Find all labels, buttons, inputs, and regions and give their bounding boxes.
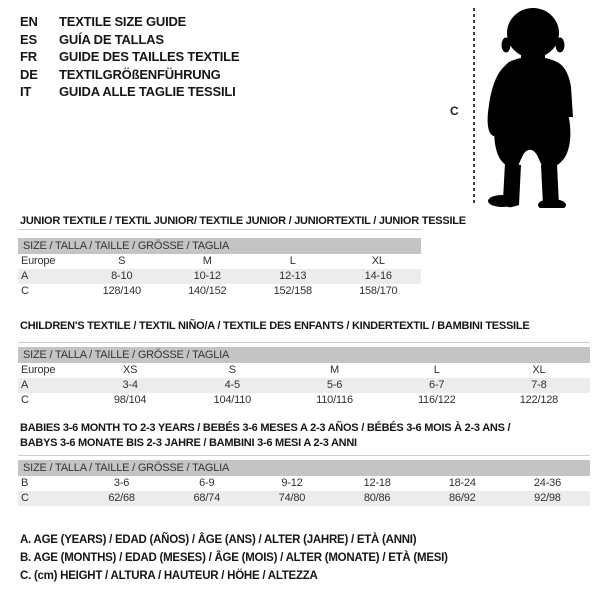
language-code: IT <box>20 84 32 99</box>
table-row-months <box>18 476 590 491</box>
size-cell: XL <box>371 255 385 267</box>
row-label: A <box>21 379 29 391</box>
size-cell: XS <box>122 364 138 376</box>
language-row-es <box>20 31 239 49</box>
size-cell: M <box>330 364 339 376</box>
table-row-europe <box>18 363 590 378</box>
language-code: DE <box>20 66 38 82</box>
baby-silhouette-icon <box>483 5 583 208</box>
section-title-junior: JUNIOR TEXTILE / TEXTIL JUNIOR/ TEXTILE JUNIOR / JUNIORTEXTIL / JUNIOR TESSILE <box>20 215 466 227</box>
height-cell: 80/86 <box>363 492 391 504</box>
size-header-bar: SIZE / TALLA / TAILLE / GRÖSSE / TAGLIA <box>18 238 421 254</box>
language-code: EN <box>20 14 38 29</box>
language-label: GUIDA ALLE TAGLIE TESSILI <box>59 84 236 99</box>
row-label: C <box>21 285 29 297</box>
size-cell: S <box>118 255 126 267</box>
height-cell: 122/128 <box>519 394 559 406</box>
months-cell: 6-9 <box>199 477 215 489</box>
row-label: B <box>21 477 29 489</box>
section-title-children: CHILDREN'S TEXTILE / TEXTIL NIÑO/A / TEXTILE DES ENFANTS / KINDERTEXTIL / BAMBINI TESSILE <box>20 320 530 332</box>
height-cell: 128/140 <box>102 285 141 297</box>
months-cell: 9-12 <box>281 477 303 489</box>
legend-age-years: A. AGE (YEARS) / EDAD (AÑOS) / ÂGE (ANS) / ALTER (JAHRE) / ETÀ (ANNI) <box>20 534 417 546</box>
section-title-babies <box>20 421 510 451</box>
size-header-bar: SIZE / TALLA / TAILLE / GRÖSSE / TAGLIA <box>18 460 590 476</box>
language-label: GUÍA DE TALLAS <box>59 31 164 47</box>
height-cell: 86/92 <box>449 492 476 504</box>
age-cell: 8-10 <box>111 270 133 282</box>
height-cell: 92/98 <box>534 492 561 504</box>
age-cell: 10-12 <box>193 270 221 282</box>
age-cell: 5-6 <box>326 379 343 391</box>
language-title-list <box>20 13 239 101</box>
legend-height-cm: C. (cm) HEIGHT / ALTURA / HAUTEUR / HÖHE / ALTEZZA <box>20 570 318 582</box>
language-label: TEXTILGRÖßENFÜHRUNG <box>59 66 221 82</box>
children-size-table <box>18 342 590 408</box>
language-row-en <box>20 13 239 31</box>
age-cell: 6-7 <box>429 379 445 391</box>
row-label: Europe <box>21 255 56 267</box>
table-row-age <box>18 269 421 284</box>
size-header-bar: SIZE / TALLA / TAILLE / GRÖSSE / TAGLIA <box>18 347 590 363</box>
row-label: C <box>21 492 29 504</box>
row-label: A <box>21 270 29 282</box>
language-row-de <box>20 66 239 84</box>
height-cell: 152/158 <box>273 285 312 297</box>
row-label: C <box>21 394 29 406</box>
table-row-height <box>18 284 421 299</box>
height-cell: 158/170 <box>359 285 398 297</box>
size-cell: M <box>202 255 212 267</box>
height-cell: 140/152 <box>188 285 227 297</box>
table-row-height <box>18 393 590 408</box>
height-cell: 62/68 <box>108 492 135 504</box>
age-cell: 3-4 <box>122 379 138 391</box>
months-cell: 18-24 <box>448 477 476 489</box>
size-cell: S <box>228 364 236 376</box>
size-cell: L <box>289 255 296 267</box>
table-row-height <box>18 491 590 506</box>
junior-size-table <box>18 229 421 299</box>
height-cell: 104/110 <box>213 394 252 406</box>
height-cell: 116/122 <box>417 394 456 406</box>
months-cell: 3-6 <box>113 477 130 489</box>
measure-legend <box>20 531 448 585</box>
height-cell: 98/104 <box>113 394 147 406</box>
height-cell: 68/74 <box>193 492 221 504</box>
language-label: GUIDE DES TAILLES TEXTILE <box>59 49 240 64</box>
babies-size-table <box>18 455 590 506</box>
age-cell: 4-5 <box>224 379 240 391</box>
months-cell: 24-36 <box>533 477 562 489</box>
language-code: ES <box>20 31 37 47</box>
table-row-europe <box>18 254 421 269</box>
age-cell: 14-16 <box>364 270 392 282</box>
age-cell: 12-13 <box>279 270 307 282</box>
language-label: TEXTILE SIZE GUIDE <box>59 14 187 29</box>
language-code: FR <box>20 49 37 64</box>
language-row-it <box>20 83 239 101</box>
height-cell: 110/116 <box>316 394 353 406</box>
height-cell: 74/80 <box>278 492 306 504</box>
size-cell: L <box>433 364 440 376</box>
height-dotted-line <box>473 8 475 206</box>
age-cell: 7-8 <box>531 379 547 391</box>
section-title-line1: BABIES 3-6 MONTH TO 2-3 YEARS / BEBÉS 3-6 MESES A 2-3 AÑOS / BÉBÉS 3-6 MOIS À 2-3 ANS / <box>20 422 511 434</box>
section-title-line2: BABYS 3-6 MONATE BIS 2-3 JAHRE / BAMBINI 3-6 MESI A 2-3 ANNI <box>20 437 357 449</box>
table-row-age <box>18 378 590 393</box>
months-cell: 12-18 <box>363 477 391 489</box>
language-row-fr <box>20 48 239 66</box>
legend-age-months: B. AGE (MONTHS) / EDAD (MESES) / ÂGE (MOIS) / ALTER (MONATE) / ETÀ (MESI) <box>20 552 448 564</box>
size-cell: XL <box>532 364 546 376</box>
height-measure-label: C <box>450 104 459 118</box>
row-label: Europe <box>21 364 56 376</box>
